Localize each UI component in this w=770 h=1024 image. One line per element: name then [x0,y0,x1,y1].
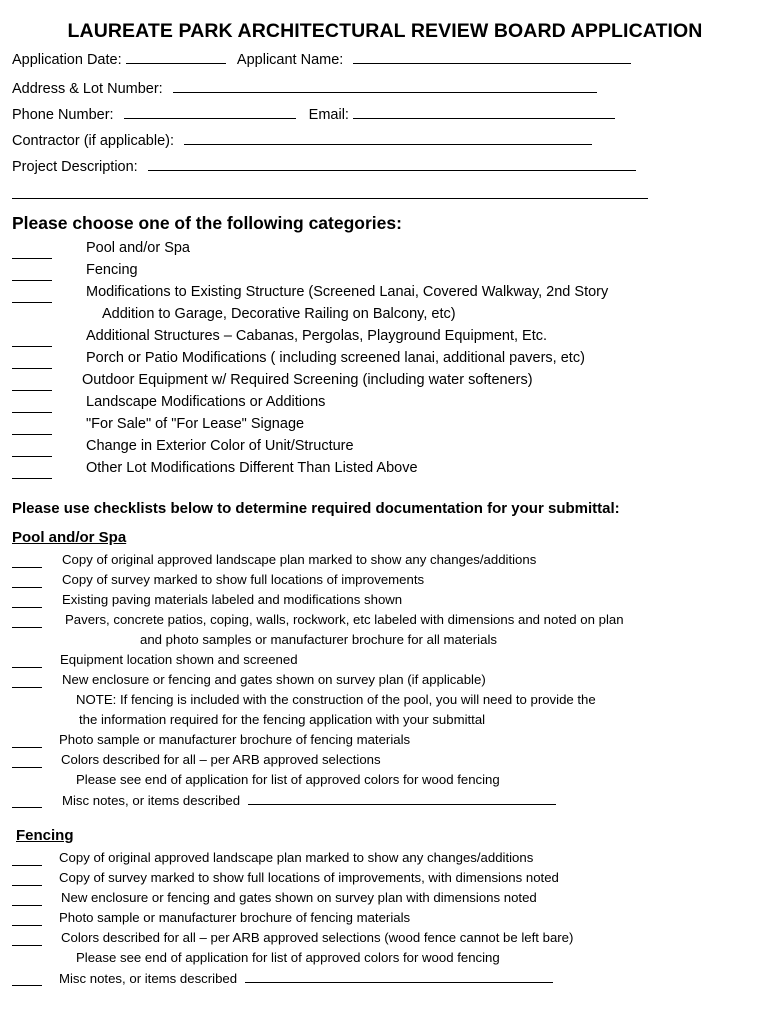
category-label: Additional Structures – Cabanas, Pergolas, Playground Equipment, Etc. [86,328,548,344]
email-label: Email: [308,107,349,123]
application-date-row [12,50,631,68]
checklist-item: Equipment location shown and screened [60,652,298,667]
checklist-checkbox[interactable] [12,793,42,808]
checklists-heading: Please use checklists below to determine required documentation for your submittal: [12,500,620,517]
phone-email-row [12,105,615,123]
category-label-continuation: Addition to Garage, Decorative Railing on Balcony, etc) [102,306,456,322]
checklist-item: Copy of original approved landscape plan marked to show any changes/additions [62,552,537,567]
category-checkbox[interactable] [12,288,52,303]
checklist-note: Please see end of application for list of approved colors for wood fencing [76,950,500,965]
project-description-label: Project Description: [12,159,138,175]
checklist-item: New enclosure or fencing and gates shown on survey plan with dimensions noted [61,890,537,905]
address-field[interactable] [173,79,597,93]
checklist-item: Copy of survey marked to show full locations of improvements, with dimensions noted [59,870,559,885]
checklist-item: Pavers, concrete patios, coping, walls, rockwork, etc labeled with dimensions and noted on plan [65,612,624,627]
applicant-name-field[interactable] [353,50,631,64]
application-date-label: Application Date: [12,52,122,68]
checklist-item: Photo sample or manufacturer brochure of fencing materials [59,910,411,925]
checklist-item-continuation: and photo samples or manufacturer brochure for all materials [140,632,497,647]
categories-heading: Please choose one of the following categories: [12,213,402,233]
pool-section-heading: Pool and/or Spa [12,529,127,546]
fencing-section-heading: Fencing [16,827,74,844]
checklist-checkbox[interactable] [12,593,42,608]
application-date-field[interactable] [126,50,226,64]
checklist-item: New enclosure or fencing and gates shown on survey plan (if applicable) [62,672,486,687]
checklist-item: Existing paving materials labeled and modifications shown [62,592,403,607]
checklist-item: Photo sample or manufacturer brochure of fencing materials [59,732,411,747]
category-label: Other Lot Modifications Different Than Listed Above [86,460,418,476]
category-checkbox[interactable] [12,354,52,369]
category-checkbox[interactable] [12,442,52,457]
checklist-item [62,792,556,808]
category-checkbox[interactable] [12,332,52,347]
address-row [12,79,597,97]
checklist-item: Copy of survey marked to show full locations of improvements [62,572,425,587]
checklist-checkbox[interactable] [12,613,42,628]
category-checkbox[interactable] [12,464,52,479]
project-description-field[interactable] [148,157,636,171]
category-checkbox[interactable] [12,376,52,391]
checklist-note: Please see end of application for list of approved colors for wood fencing [76,772,500,787]
checklist-note-continuation: the information required for the fencing application with your submittal [79,712,486,727]
checklist-checkbox[interactable] [12,851,42,866]
checklist-checkbox[interactable] [12,553,42,568]
checklist-item: Copy of original approved landscape plan marked to show any changes/additions [59,850,534,865]
misc-notes-label: Misc notes, or items described [59,971,238,986]
contractor-field[interactable] [184,131,592,145]
category-checkbox[interactable] [12,266,52,281]
page-title: LAUREATE PARK ARCHITECTURAL REVIEW BOARD APPLICATION [67,20,703,42]
project-description-continuation-line[interactable] [12,197,648,199]
category-label: Modifications to Existing Structure (Screened Lanai, Covered Walkway, 2nd Story [86,284,609,300]
project-description-row [12,157,636,175]
category-checkbox[interactable] [12,244,52,259]
contractor-label: Contractor (if applicable): [12,133,174,149]
checklist-checkbox[interactable] [12,891,42,906]
misc-notes-field[interactable] [248,792,556,805]
applicant-name-label: Applicant Name: [236,52,344,68]
checklist-checkbox[interactable] [12,911,42,926]
checklist-checkbox[interactable] [12,673,42,688]
checklist-item: Colors described for all – per ARB approved selections (wood fence cannot be left bare) [61,930,574,945]
contractor-row [12,131,592,149]
category-label: Landscape Modifications or Additions [86,394,326,410]
checklist-note: NOTE: If fencing is included with the construction of the pool, you will need to provide the [76,692,596,707]
checklist-item [59,970,553,986]
checklist-checkbox[interactable] [12,573,42,588]
phone-field[interactable] [124,105,296,119]
checklist-checkbox[interactable] [12,733,42,748]
category-checkbox[interactable] [12,420,52,435]
checklist-checkbox[interactable] [12,871,42,886]
category-label: Fencing [86,262,138,278]
email-field[interactable] [353,105,615,119]
category-label: Outdoor Equipment w/ Required Screening (including water softeners) [82,372,533,388]
phone-label: Phone Number: [12,107,114,123]
misc-notes-label: Misc notes, or items described [62,793,241,808]
category-label: Porch or Patio Modifications ( including screened lanai, additional pavers, etc) [86,350,585,366]
checklist-checkbox[interactable] [12,653,42,668]
checklist-checkbox[interactable] [12,753,42,768]
checklist-checkbox[interactable] [12,931,42,946]
misc-notes-field[interactable] [245,970,553,983]
category-label: Change in Exterior Color of Unit/Structure [86,438,354,454]
category-checkbox[interactable] [12,398,52,413]
checklist-item: Colors described for all – per ARB approved selections [61,752,381,767]
category-label: Pool and/or Spa [86,240,190,256]
category-label: "For Sale" of "For Lease" Signage [86,416,305,432]
address-label: Address & Lot Number: [12,81,163,97]
checklist-checkbox[interactable] [12,971,42,986]
